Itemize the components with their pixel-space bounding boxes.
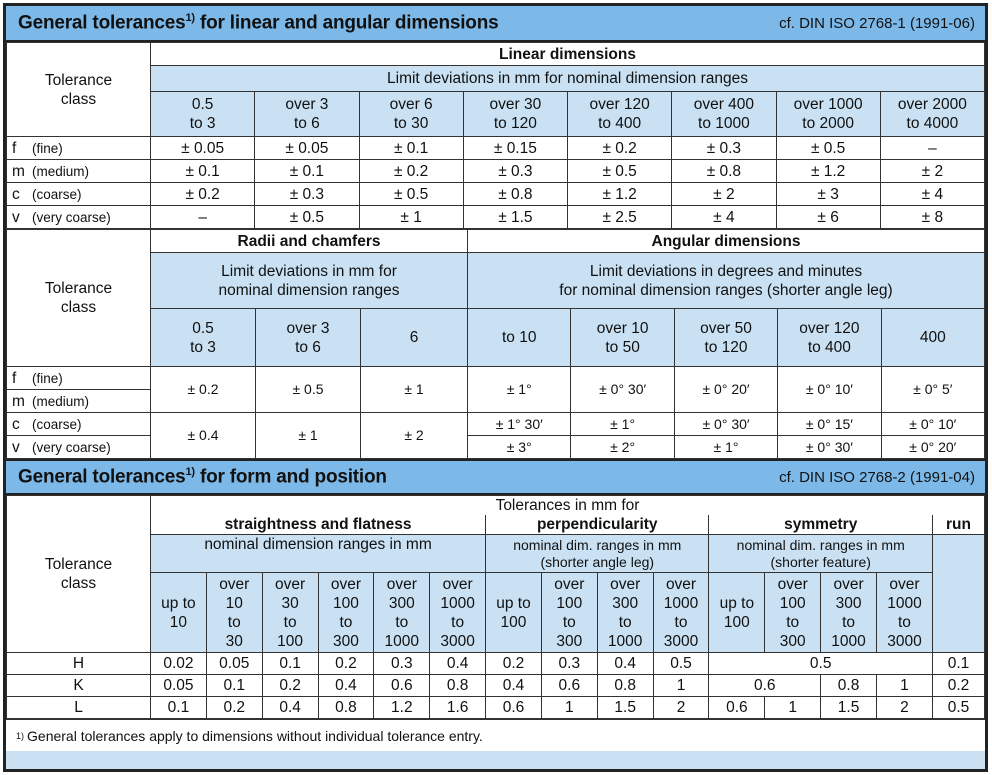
tolerance-class-header: Tolerance class (7, 43, 151, 137)
tolerance-value: ± 0° 20′ (881, 436, 984, 459)
tolerance-value: 0.5 (932, 697, 984, 719)
tolerance-value: 0.2 (486, 653, 542, 675)
range-header: up to 10 (151, 573, 207, 653)
tolerance-value: ± 3° (468, 436, 571, 459)
range-header: over 2000 to 4000 (880, 92, 984, 137)
tolerance-value: ± 1.2 (568, 183, 672, 206)
tolerance-value: ± 1° (468, 367, 571, 413)
group-straightness-flatness: straightness and flatness (151, 515, 486, 535)
tolerance-value: 0.5 (709, 653, 933, 675)
angular-dimensions-header: Angular dimensions (468, 230, 985, 253)
tolerance-value: ± 1° (674, 436, 777, 459)
class-label: c (coarse) (7, 413, 151, 436)
class-label: H (7, 653, 151, 675)
tolerance-value: ± 0° 30′ (674, 413, 777, 436)
tolerance-value: – (880, 137, 984, 160)
tolerance-value: ± 0.8 (463, 183, 567, 206)
group-perpendicularity: perpendicularity (486, 515, 709, 535)
tolerance-value: ± 0.5 (776, 137, 880, 160)
tolerance-value: 0.8 (821, 675, 877, 697)
class-label: K (7, 675, 151, 697)
tolerance-value: ± 0.2 (359, 160, 463, 183)
tolerance-value: ± 0.2 (568, 137, 672, 160)
class-label: v (very coarse) (7, 436, 151, 459)
radii-chamfers-header: Radii and chamfers (151, 230, 468, 253)
tolerance-value: ± 1 (256, 413, 361, 459)
tolerance-value: 0.6 (374, 675, 430, 697)
tolerance-sheet (3, 3, 988, 772)
class-label: L (7, 697, 151, 719)
tolerance-value: 0.2 (318, 653, 374, 675)
tolerance-value: 2 (876, 697, 932, 719)
group-symmetry: symmetry (709, 515, 933, 535)
tolerance-value: 2 (653, 697, 709, 719)
tolerance-value: – (151, 206, 255, 229)
range-header: over 1000 to 3000 (430, 573, 486, 653)
tolerance-value: ± 0° 10′ (778, 367, 881, 413)
tolerance-value: 1.2 (374, 697, 430, 719)
tolerance-value: ± 1.5 (463, 206, 567, 229)
tolerance-value: ± 0.2 (151, 367, 256, 413)
tolerance-value: ± 2.5 (568, 206, 672, 229)
tolerance-value: 0.8 (430, 675, 486, 697)
tolerance-value: ± 1.2 (776, 160, 880, 183)
linear-subheader: Limit deviations in mm for nominal dimension ranges (151, 66, 985, 92)
class-label: m (medium) (7, 390, 151, 413)
tolerance-value: ± 1 (361, 367, 468, 413)
tolerance-value: ± 4 (672, 206, 776, 229)
range-header: 400 (881, 309, 984, 367)
tolerance-value: 1 (765, 697, 821, 719)
tolerance-value: 1 (876, 675, 932, 697)
tolerance-class-header: Tolerance class (7, 230, 151, 367)
tolerance-value: ± 0° 20′ (674, 367, 777, 413)
tolerance-value: ± 0.2 (151, 183, 255, 206)
tolerance-value: 0.8 (597, 675, 653, 697)
title-text: General tolerances$^{1)}$ for linear and angular dimensions (18, 11, 499, 34)
tolerance-value: ± 0.05 (151, 137, 255, 160)
tolerance-value: ± 0.05 (255, 137, 359, 160)
tolerance-value: 1 (541, 697, 597, 719)
tolerance-value: ± 2 (672, 183, 776, 206)
class-label: c (coarse) (7, 183, 151, 206)
tolerance-value: 0.05 (206, 653, 262, 675)
tolerance-value: 0.1 (262, 653, 318, 675)
tolerance-value: 0.3 (374, 653, 430, 675)
tolerances-for-header: Tolerances in mm for (151, 496, 985, 516)
tolerance-value: 0.1 (151, 697, 207, 719)
tolerance-value: ± 0.3 (672, 137, 776, 160)
range-header: up to 100 (486, 573, 542, 653)
angular-subheader: Limit deviations in degrees and minutes for nominal dimension ranges (shorter angle leg) (468, 253, 985, 309)
tolerance-value: ± 2 (361, 413, 468, 459)
tolerance-value: ± 0.1 (255, 160, 359, 183)
tolerance-value: ± 1° (571, 413, 674, 436)
range-header: over 10 to 30 (206, 573, 262, 653)
tolerance-value: ± 0.15 (463, 137, 567, 160)
tolerance-value: ± 0.5 (256, 367, 361, 413)
tolerance-value: ± 0.5 (255, 206, 359, 229)
class-label: m (medium) (7, 160, 151, 183)
title-text: General tolerances$^{1)}$ for form and position (18, 465, 387, 488)
tolerance-value: 0.4 (486, 675, 542, 697)
tolerance-value: ± 0° 10′ (881, 413, 984, 436)
range-header: over 6 to 30 (359, 92, 463, 137)
range-header: over 3 to 6 (256, 309, 361, 367)
range-header: up to 100 (709, 573, 765, 653)
tolerance-value: 0.4 (262, 697, 318, 719)
range-header: over 30 to 120 (463, 92, 567, 137)
tolerance-value: 0.6 (486, 697, 542, 719)
tolerance-value: ± 8 (880, 206, 984, 229)
tolerance-value: ± 3 (776, 183, 880, 206)
sym-subheader: nominal dim. ranges in mm (shorter feature) (709, 535, 933, 573)
tolerance-value: ± 0.5 (568, 160, 672, 183)
group-run: run (932, 515, 984, 535)
section-title-linear-angular (6, 6, 985, 42)
tolerance-value: ± 0.1 (359, 137, 463, 160)
form-position-table (6, 495, 985, 719)
tolerance-value: 1.5 (821, 697, 877, 719)
range-header: over 100 to 300 (318, 573, 374, 653)
tolerance-value: ± 0.1 (151, 160, 255, 183)
linear-dimensions-table (6, 42, 985, 229)
tolerance-value: ± 0° 5′ (881, 367, 984, 413)
tolerance-value: ± 2° (571, 436, 674, 459)
range-header: over 30 to 100 (262, 573, 318, 653)
range-header: over 120 to 400 (568, 92, 672, 137)
tolerance-value: ± 0° 30′ (778, 436, 881, 459)
tolerance-value: ± 0° 30′ (571, 367, 674, 413)
range-header: 6 (361, 309, 468, 367)
class-label: v (very coarse) (7, 206, 151, 229)
perp-subheader: nominal dim. ranges in mm (shorter angle leg) (486, 535, 709, 573)
range-header: over 300 to 1000 (597, 573, 653, 653)
range-header: over 400 to 1000 (672, 92, 776, 137)
range-header: over 1000 to 3000 (876, 573, 932, 653)
tolerance-value: 0.02 (151, 653, 207, 675)
tolerance-class-header: Tolerance class (7, 496, 151, 653)
tolerance-value: ± 0.3 (463, 160, 567, 183)
tolerance-value: 1.5 (597, 697, 653, 719)
tolerance-value: 0.6 (709, 675, 821, 697)
range-header: over 120 to 400 (778, 309, 881, 367)
tolerance-value: 0.5 (653, 653, 709, 675)
range-header: over 1000 to 2000 (776, 92, 880, 137)
tolerance-value: ± 0.3 (255, 183, 359, 206)
range-header: over 100 to 300 (541, 573, 597, 653)
tolerance-value: 0.6 (709, 697, 765, 719)
tolerance-value: 1 (653, 675, 709, 697)
tolerance-value: ± 0.4 (151, 413, 256, 459)
tolerance-value: ± 1° 30′ (468, 413, 571, 436)
tolerance-value: ± 6 (776, 206, 880, 229)
range-header: over 300 to 1000 (821, 573, 877, 653)
tolerance-value: 0.1 (932, 653, 984, 675)
standard-reference: cf. DIN ISO 2768-1 (1991-06) (779, 14, 975, 32)
tolerance-value: ± 0° 15′ (778, 413, 881, 436)
range-header: over 300 to 1000 (374, 573, 430, 653)
range-header: over 10 to 50 (571, 309, 674, 367)
tolerance-value: 0.2 (206, 697, 262, 719)
class-label: f (fine) (7, 367, 151, 390)
class-label: f (fine) (7, 137, 151, 160)
range-header: over 1000 to 3000 (653, 573, 709, 653)
range-header: over 3 to 6 (255, 92, 359, 137)
linear-dimensions-header: Linear dimensions (151, 43, 985, 66)
run-subheader (932, 535, 984, 653)
standard-reference: cf. DIN ISO 2768-2 (1991-04) (779, 468, 975, 486)
tolerance-value: 0.2 (262, 675, 318, 697)
tolerance-value: ± 2 (880, 160, 984, 183)
range-header: to 10 (468, 309, 571, 367)
footnote: 1) General tolerances apply to dimensions without individual tolerance entry. (6, 719, 985, 751)
tolerance-value: ± 4 (880, 183, 984, 206)
radii-angular-table (6, 229, 985, 459)
range-header: 0.5 to 3 (151, 309, 256, 367)
tolerance-value: ± 0.8 (672, 160, 776, 183)
range-header: over 100 to 300 (765, 573, 821, 653)
tolerance-value: 0.8 (318, 697, 374, 719)
tolerance-value: 0.05 (151, 675, 207, 697)
tolerance-value: 0.3 (541, 653, 597, 675)
tolerance-value: 0.4 (430, 653, 486, 675)
tolerance-value: 0.6 (541, 675, 597, 697)
tolerance-value: 0.4 (318, 675, 374, 697)
tolerance-value: ± 1 (359, 206, 463, 229)
tolerance-value: 0.1 (206, 675, 262, 697)
tolerance-value: ± 0.5 (359, 183, 463, 206)
tolerance-value: 0.2 (932, 675, 984, 697)
tolerance-value: 0.4 (597, 653, 653, 675)
section-title-form-position (6, 459, 985, 495)
range-header: over 50 to 120 (674, 309, 777, 367)
tolerance-value: 1.6 (430, 697, 486, 719)
range-header: 0.5 to 3 (151, 92, 255, 137)
sf-subheader: nominal dimension ranges in mm (151, 535, 486, 573)
radii-subheader: Limit deviations in mm for nominal dimension ranges (151, 253, 468, 309)
